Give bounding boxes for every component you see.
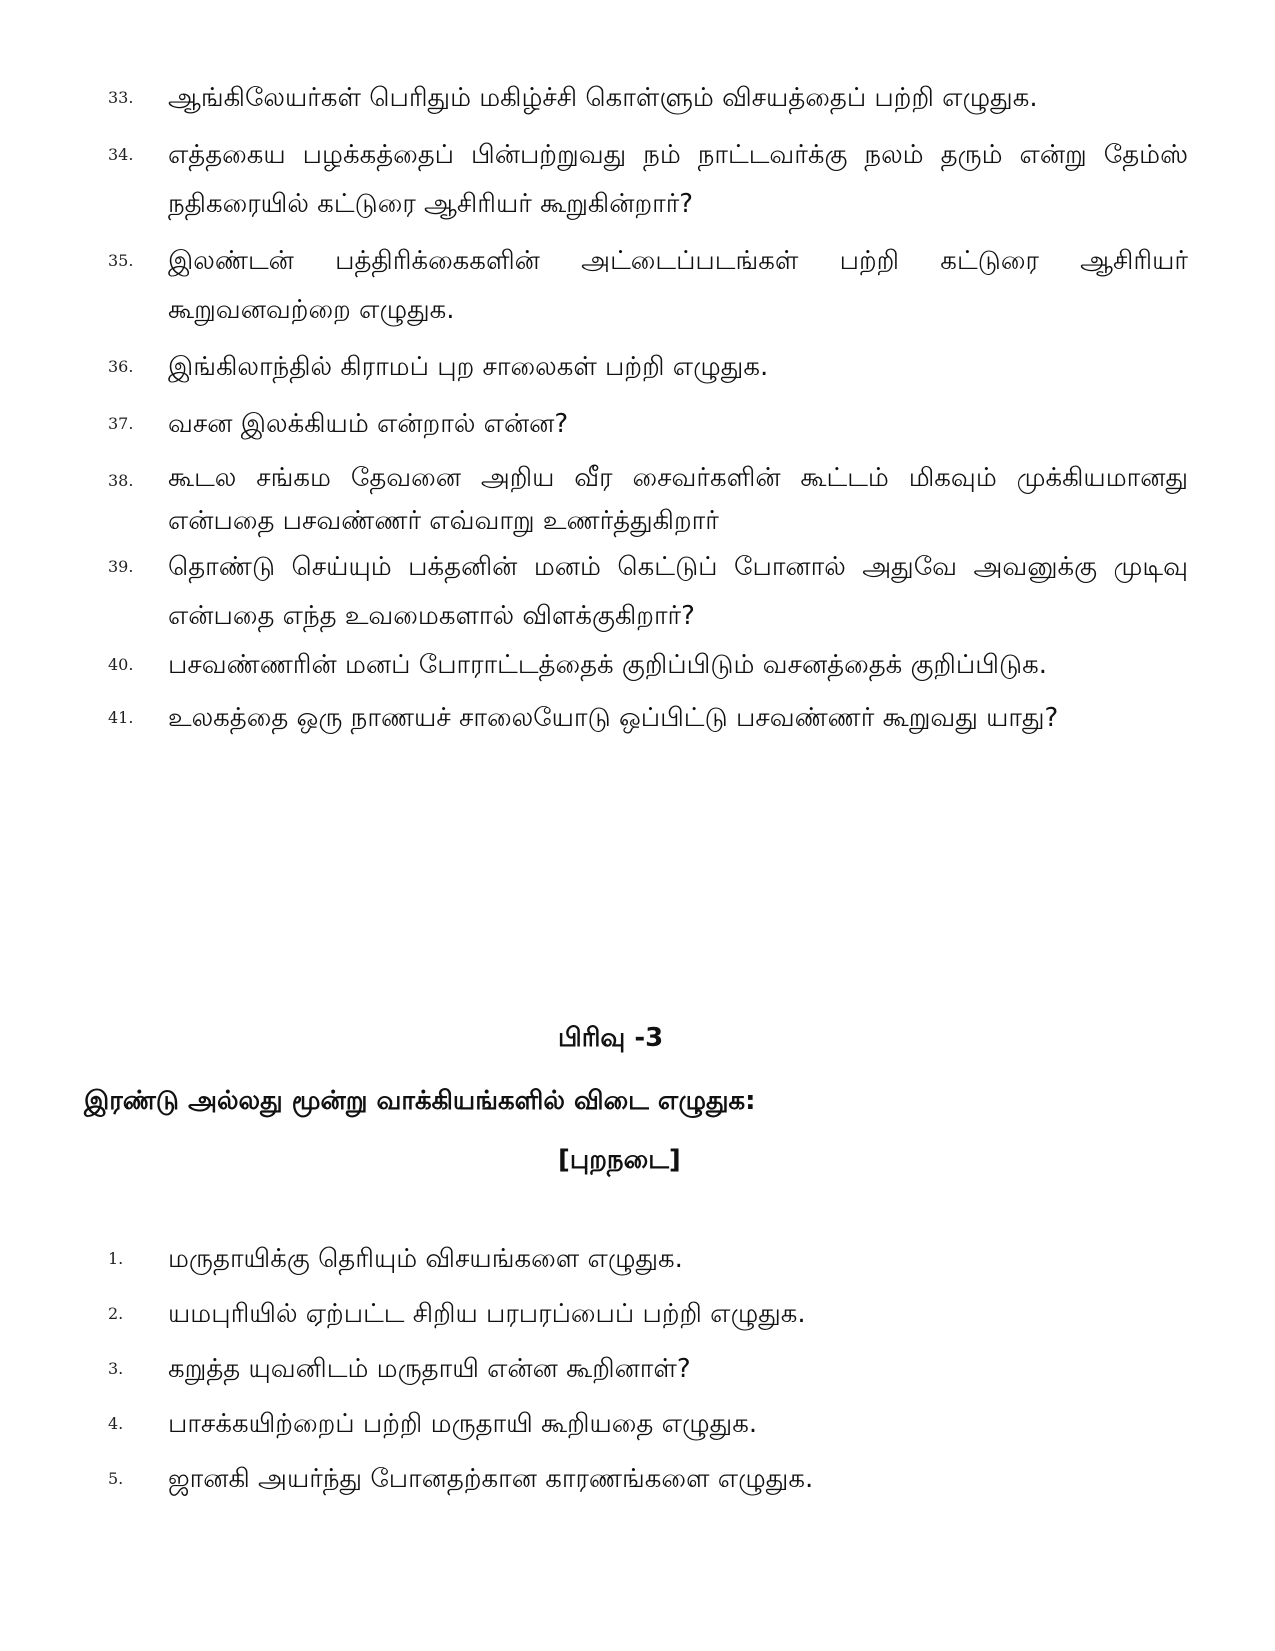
question-item bbox=[108, 1345, 1188, 1394]
question-number: 5. bbox=[108, 1469, 124, 1488]
question-item bbox=[108, 237, 1188, 335]
question-item bbox=[108, 74, 1188, 123]
question-number: 38. bbox=[108, 471, 134, 490]
question-item bbox=[108, 641, 1188, 690]
question-text: ஆங்கிலேயர்கள் பெரிதும் மகிழ்ச்சி கொள்ளும் விசயத்தைப் பற்றி எழுதுக. bbox=[168, 83, 1038, 113]
question-number: 4. bbox=[108, 1414, 124, 1433]
question-text: கூடல சங்கம தேவனை அறிய வீர சைவர்களின் கூட்டம் மிகவும் முக்கியமானது என்பதை பசவண்ணர் எவ்வாறு உணர்த்துகிறார் bbox=[168, 463, 1188, 536]
question-number: 33. bbox=[108, 88, 134, 107]
question-item bbox=[108, 694, 1188, 743]
question-text: பாசக்கயிற்றைப் பற்றி மருதாயி கூறியதை எழுதுக. bbox=[168, 1409, 758, 1439]
question-item bbox=[108, 1400, 1188, 1449]
question-number: 3. bbox=[108, 1359, 124, 1378]
question-number: 41. bbox=[108, 708, 134, 727]
question-item bbox=[108, 343, 1188, 392]
question-item bbox=[108, 543, 1188, 641]
question-item bbox=[108, 457, 1188, 543]
section-title: பிரிவு -3 bbox=[558, 1023, 664, 1053]
question-text: யமபுரியில் ஏற்பட்ட சிறிய பரபரப்பைப் பற்றி எழுதுக. bbox=[168, 1299, 806, 1329]
question-text: எத்தகைய பழக்கத்தைப் பின்பற்றுவது நம் நாட்டவர்க்கு நலம் தரும் என்று தேம்ஸ் நதிகரையில் கட்டுரை ஆசிரியர் கூறுகின்றார்? bbox=[168, 140, 1188, 219]
question-number: 39. bbox=[108, 557, 134, 576]
question-text: வசன இலக்கியம் என்றால் என்ன? bbox=[168, 409, 569, 439]
question-number: 1. bbox=[108, 1249, 124, 1268]
question-number: 40. bbox=[108, 655, 134, 674]
section-instruction: இரண்டு அல்லது மூன்று வாக்கியங்களில் விடை எழுதுக: bbox=[84, 1086, 756, 1116]
question-item bbox=[108, 131, 1188, 229]
question-number: 34. bbox=[108, 145, 134, 164]
question-text: இலண்டன் பத்திரிக்கைகளின் அட்டைப்படங்கள் பற்றி கட்டுரை ஆசிரியர் கூறுவனவற்றை எழுதுக. bbox=[168, 246, 1188, 325]
question-text: உலகத்தை ஒரு நாணயச் சாலையோடு ஒப்பிட்டு பசவண்ணர் கூறுவது யாது? bbox=[168, 703, 1059, 733]
question-item bbox=[108, 1235, 1188, 1284]
question-list-part3 bbox=[108, 1235, 1188, 1504]
question-number: 36. bbox=[108, 357, 134, 376]
question-text: இங்கிலாந்தில் கிராமப் புற சாலைகள் பற்றி எழுதுக. bbox=[168, 352, 769, 382]
question-number: 37. bbox=[108, 414, 134, 433]
question-item bbox=[108, 1290, 1188, 1339]
question-text: மருதாயிக்கு தெரியும் விசயங்களை எழுதுக. bbox=[168, 1244, 683, 1274]
question-text: கறுத்த யுவனிடம் மருதாயி என்ன கூறினாள்? bbox=[168, 1354, 691, 1384]
question-text: தொண்டு செய்யும் பக்தனின் மனம் கெட்டுப் போனால் அதுவே அவனுக்கு முடிவு என்பதை எந்த உவமைகளால் விளக்குகிறார்? bbox=[168, 552, 1188, 631]
question-text: ஜானகி அயர்ந்து போனதற்கான காரணங்களை எழுதுக. bbox=[168, 1464, 814, 1494]
section-subtitle: [புறநடை] bbox=[558, 1145, 681, 1175]
question-text: பசவண்ணரின் மனப் போராட்டத்தைக் குறிப்பிடும் வசனத்தைக் குறிப்பிடுக. bbox=[168, 650, 1048, 680]
question-number: 2. bbox=[108, 1304, 124, 1323]
question-list-part2 bbox=[108, 74, 1188, 743]
question-item bbox=[108, 1455, 1188, 1504]
question-number: 35. bbox=[108, 251, 134, 270]
question-item bbox=[108, 400, 1188, 449]
